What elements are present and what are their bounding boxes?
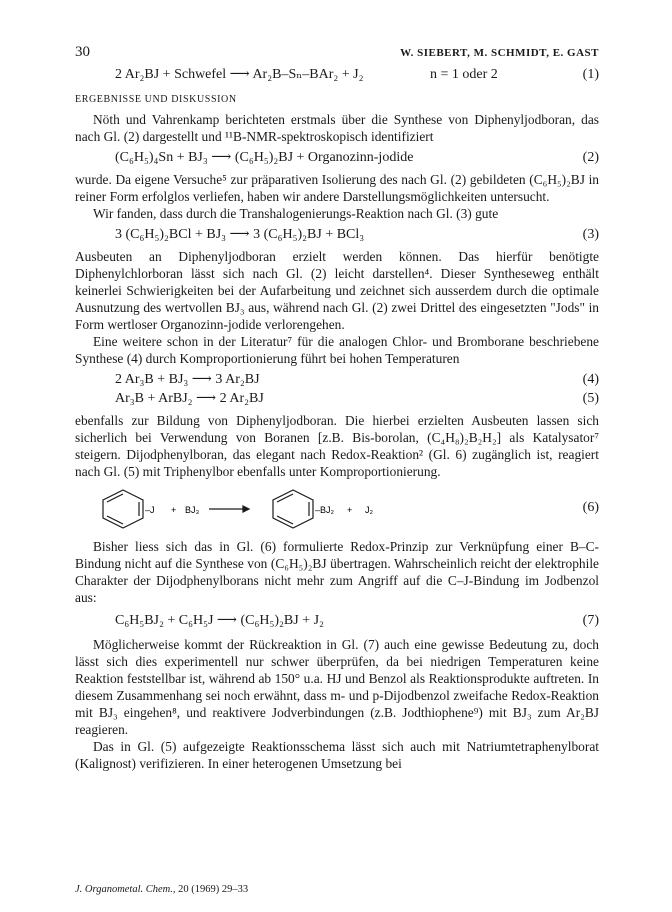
equation-5: [75, 390, 599, 408]
equation-1-condition: n = 1 oder 2: [430, 67, 498, 82]
paragraph-8: Möglicherweise kommt der Rückreaktion in Gl. (7) auch eine gewisse Bedeutung zu, doch lässt sich dies experimentell nur schwer überprüfen, da bei niedrigen Temperaturen keine Reaktion feststellbar ist, während ab 150° u.a. HJ und Benzol als Reaktionsprodukte auftreten. In diesem Zusammenhang sei noch erwähnt, dass m- und p-Dijodbenzol zweifache Redox-Reaktion mit BJ₃ eingehen⁸, und reaktivere Jodverbindungen (z.B. Jodthiophene⁹) mit BJ₃ zum Ar₂BJ reagieren.: [75, 637, 599, 737]
equation-7-number: (7): [582, 613, 599, 628]
equation-5-number: (5): [582, 391, 599, 406]
eq6-reagent: BJ₃: [185, 505, 200, 515]
reaction-arrow-icon: [209, 506, 249, 512]
benzene-redox-scheme: [75, 486, 495, 530]
equation-7-formula: C₆H₅BJ₂ + C₆H₅J ⟶ (C₆H₅)₂BJ + J₂: [115, 613, 324, 628]
equation-3-number: (3): [582, 227, 599, 242]
journal-citation: 20 (1969) 29–33: [178, 884, 249, 895]
running-head-authors: W. SIEBERT, M. SCHMIDT, E. GAST: [400, 47, 599, 59]
equation-4: [75, 371, 599, 389]
benzene-ring-product-icon: [273, 490, 313, 528]
eq6-left-substituent: –J: [145, 505, 155, 515]
paragraph-6: ebenfalls zur Bildung von Diphenyljodboran. Die hierbei erzielten Ausbeuten lassen sich sicherlich bei Verwendung von Boranen [z.B. Bis-borolan, (C₄H₈)₂B₂H₂] als Katalysator⁷ steigern. Dijodphenylboran, das elegant nach Redox-Reaktion² (Gl. 6) zugänglich ist, reagiert nach Gl. (5) mit Triphenylbor ebenfalls unter Komproportionierung.: [75, 413, 599, 479]
equation-4-number: (4): [582, 372, 599, 387]
eq6-plus-1: +: [171, 505, 177, 515]
page-number: 30: [75, 44, 90, 60]
paragraph-5: Eine weitere schon in der Literatur⁷ für die analogen Chlor- und Bromborane beschriebene Synthese (4) durch Komproportionierung führt bei hohen Temperaturen: [75, 334, 599, 366]
page-header: [75, 44, 599, 66]
eq6-byproduct: J₂: [365, 505, 373, 515]
equation-2: [75, 149, 599, 167]
paragraph-9: Das in Gl. (5) aufgezeigte Reaktionsschema lässt sich auch mit Natriumtetraphenylborat (Kalignost) verifizieren. In einer heterogenen Umsetzung bei: [75, 739, 599, 771]
benzene-ring-reactant-icon: [103, 490, 143, 528]
equations-4-5: [75, 371, 599, 408]
equation-1-formula: 2 Ar₂BJ + Schwefel ⟶ Ar₂B–Sₙ–BAr₂ + J₂: [115, 67, 364, 82]
equation-6-scheme: [75, 486, 599, 530]
paragraph-7: Bisher liess sich das in Gl. (6) formulierte Redox-Prinzip zur Verknüpfung einer B–C-Bindung nicht auf die Synthese von (C₆H₅)₂BJ übertragen. Wahrscheinlich reicht der elektrophile Charakter der Dijodphenylborans nicht mehr zum Angriff auf die C–J-Bindung im Jodbenzol aus:: [75, 539, 599, 605]
page: [75, 44, 599, 772]
paragraph-4: Ausbeuten an Diphenyljodboran erzielt werden können. Das hierfür benötigte Diphenylchlorboran lässt sich nach Gl. (2) leicht darstellen⁴. Dieser Syntheseweg enthält keinerlei Schwierigkeiten bei der Aufarbeitung und zeichnet sich ausserdem durch die optimale Ausnutzung des wertvollen BJ₃ aus, während nach Gl. (2) zwei Drittel des eingesetzten "Jods" in Form wertloser Organozinn-jodide verlorengehen.: [75, 249, 599, 332]
eq6-plus-2: +: [347, 505, 353, 515]
paragraph-3: Wir fanden, dass durch die Transhalogenierungs-Reaktion nach Gl. (3) gute: [93, 206, 499, 221]
equation-4-formula: 2 Ar₃B + BJ₃ ⟶ 3 Ar₂BJ: [115, 372, 260, 387]
equation-6-number: (6): [582, 500, 599, 515]
equation-1-number: (1): [582, 67, 599, 82]
equation-3: [75, 226, 599, 244]
paragraph-2: wurde. Da eigene Versuche⁵ zur präparativen Isolierung des nach Gl. (2) gebildeten (C₆H₅)₂BJ in reiner Form erfolglos verliefen, haben wir andere Darstellungsmöglichkeiten untersucht.: [75, 172, 599, 204]
journal-name: J. Organometal. Chem.,: [75, 884, 176, 895]
section-heading: ERGEBNISSE UND DISKUSSION: [75, 94, 237, 105]
equation-3-formula: 3 (C₆H₅)₂BCl + BJ₃ ⟶ 3 (C₆H₅)₂BJ + BCl₃: [115, 227, 365, 242]
equation-2-formula: (C₆H₅)₄Sn + BJ₃ ⟶ (C₆H₅)₂BJ + Organozinn-jodide: [115, 150, 414, 165]
equation-5-formula: Ar₃B + ArBJ₂ ⟶ 2 Ar₂BJ: [115, 391, 264, 406]
page-footer: [75, 884, 248, 895]
equation-1: [75, 66, 599, 84]
equation-2-number: (2): [582, 150, 599, 165]
equation-7: [75, 612, 599, 630]
paragraph-1: Nöth und Vahrenkamp berichteten erstmals über die Synthese von Diphenyljodboran, das nach Gl. (2) dargestellt und ¹¹B-NMR-spektroskopisch identifiziert: [75, 112, 599, 144]
eq6-product-substituent: –BJ₂: [315, 505, 335, 515]
